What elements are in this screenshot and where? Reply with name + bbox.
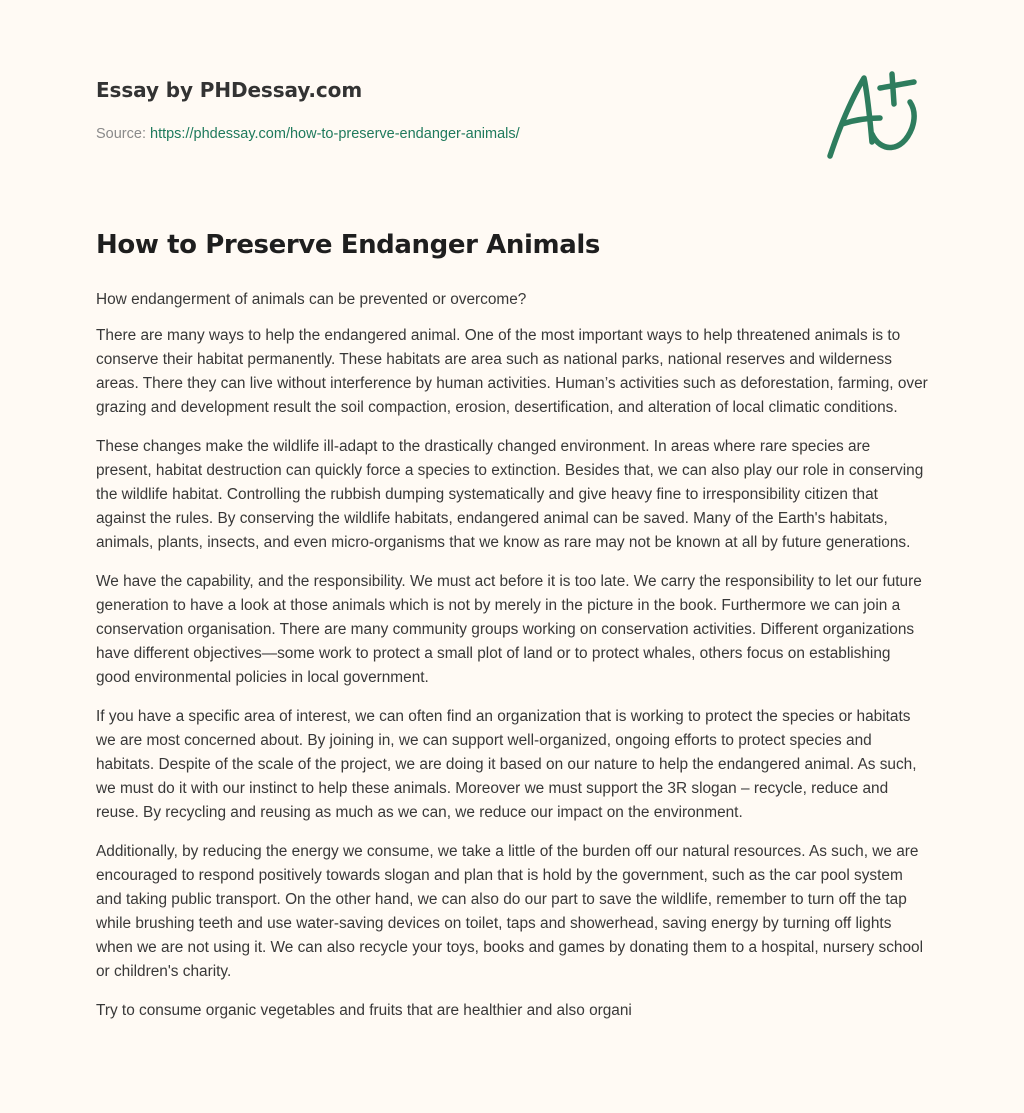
essay-title: How to Preserve Endanger Animals [96, 230, 600, 260]
source-label: Source: [96, 126, 150, 142]
essay-paragraph-truncated: Try to consume organic vegetables and fruits that are healthier and also organi [96, 1002, 632, 1019]
essay-paragraph: These changes make the wildlife ill-adapt to the drastically changed environment. In areas where rare species are present, habitat destruction can quickly force a species to extinction. Besides that, we can also play our role in conserving the wildlife habitat. Controlling the rubbish dumping systematically and give heavy fine to irresponsibility citizen that against the rules. By conserving the wildlife habitats, endangered animal can be saved. Many of the Earth's habitats, animals, plants, insects, and even micro-organisms that we know as rare may not be known at all by future generations. [96, 438, 924, 551]
source-line [96, 124, 696, 144]
page-header [96, 74, 696, 144]
essay-question: How endangerment of animals can be prevented or overcome? [96, 291, 527, 308]
essay-paragraph: Additionally, by reducing the energy we consume, we take a little of the burden off our natural resources. As such, we are encouraged to respond positively towards slogan and plan that is hold by the government, such as the car pool system and taking public transport. On the other hand, we can also do our part to save the wildlife, remember to turn off the tap while brushing teeth and use water-saving devices on toilet, taps and showerhead, saving energy by turning off lights when we are not using it. We can also recycle your toys, books and games by donating them to a hospital, nursery school or children's charity. [96, 843, 923, 980]
source-link[interactable]: https://phdessay.com/how-to-preserve-endanger-animals/ [150, 126, 520, 142]
essay-paragraph: If you have a specific area of interest, we can often find an organization that is working to protect the species or habitats we are most concerned about. By joining in, we can support well-organized, ongoing efforts to protect species and habitats. Despite of the scale of the project, we are doing it based on our nature to help the endangered animal. As such, we must do it with our instinct to help these animals. Moreover we must support the 3R slogan – recycle, reduce and reuse. By recycling and reusing as much as we can, we reduce our impact on the environment. [96, 708, 917, 821]
essay-content [96, 224, 928, 1038]
site-title: Essay by PHDessay.com [96, 78, 363, 102]
a-plus-grade-icon [820, 66, 930, 166]
essay-paragraph: We have the capability, and the responsibility. We must act before it is too late. We carry the responsibility to let our future generation to have a look at those animals which is not by merely in the picture in the book. Furthermore we can join a conservation organisation. There are many community groups working on conservation activities. Different organizations have different objectives—some work to protect a small plot of land or to protect whales, others focus on establishing good environmental policies in local government. [96, 573, 922, 686]
essay-paragraph: There are many ways to help the endangered animal. One of the most important ways to help threatened animals is to conserve their habitat permanently. These habitats are area such as national parks, national reserves and wilderness areas. There they can live without interference by human activities. Human’s activities such as deforestation, farming, over grazing and development result the soil compaction, erosion, desertification, and alteration of local climatic conditions. [96, 327, 928, 416]
